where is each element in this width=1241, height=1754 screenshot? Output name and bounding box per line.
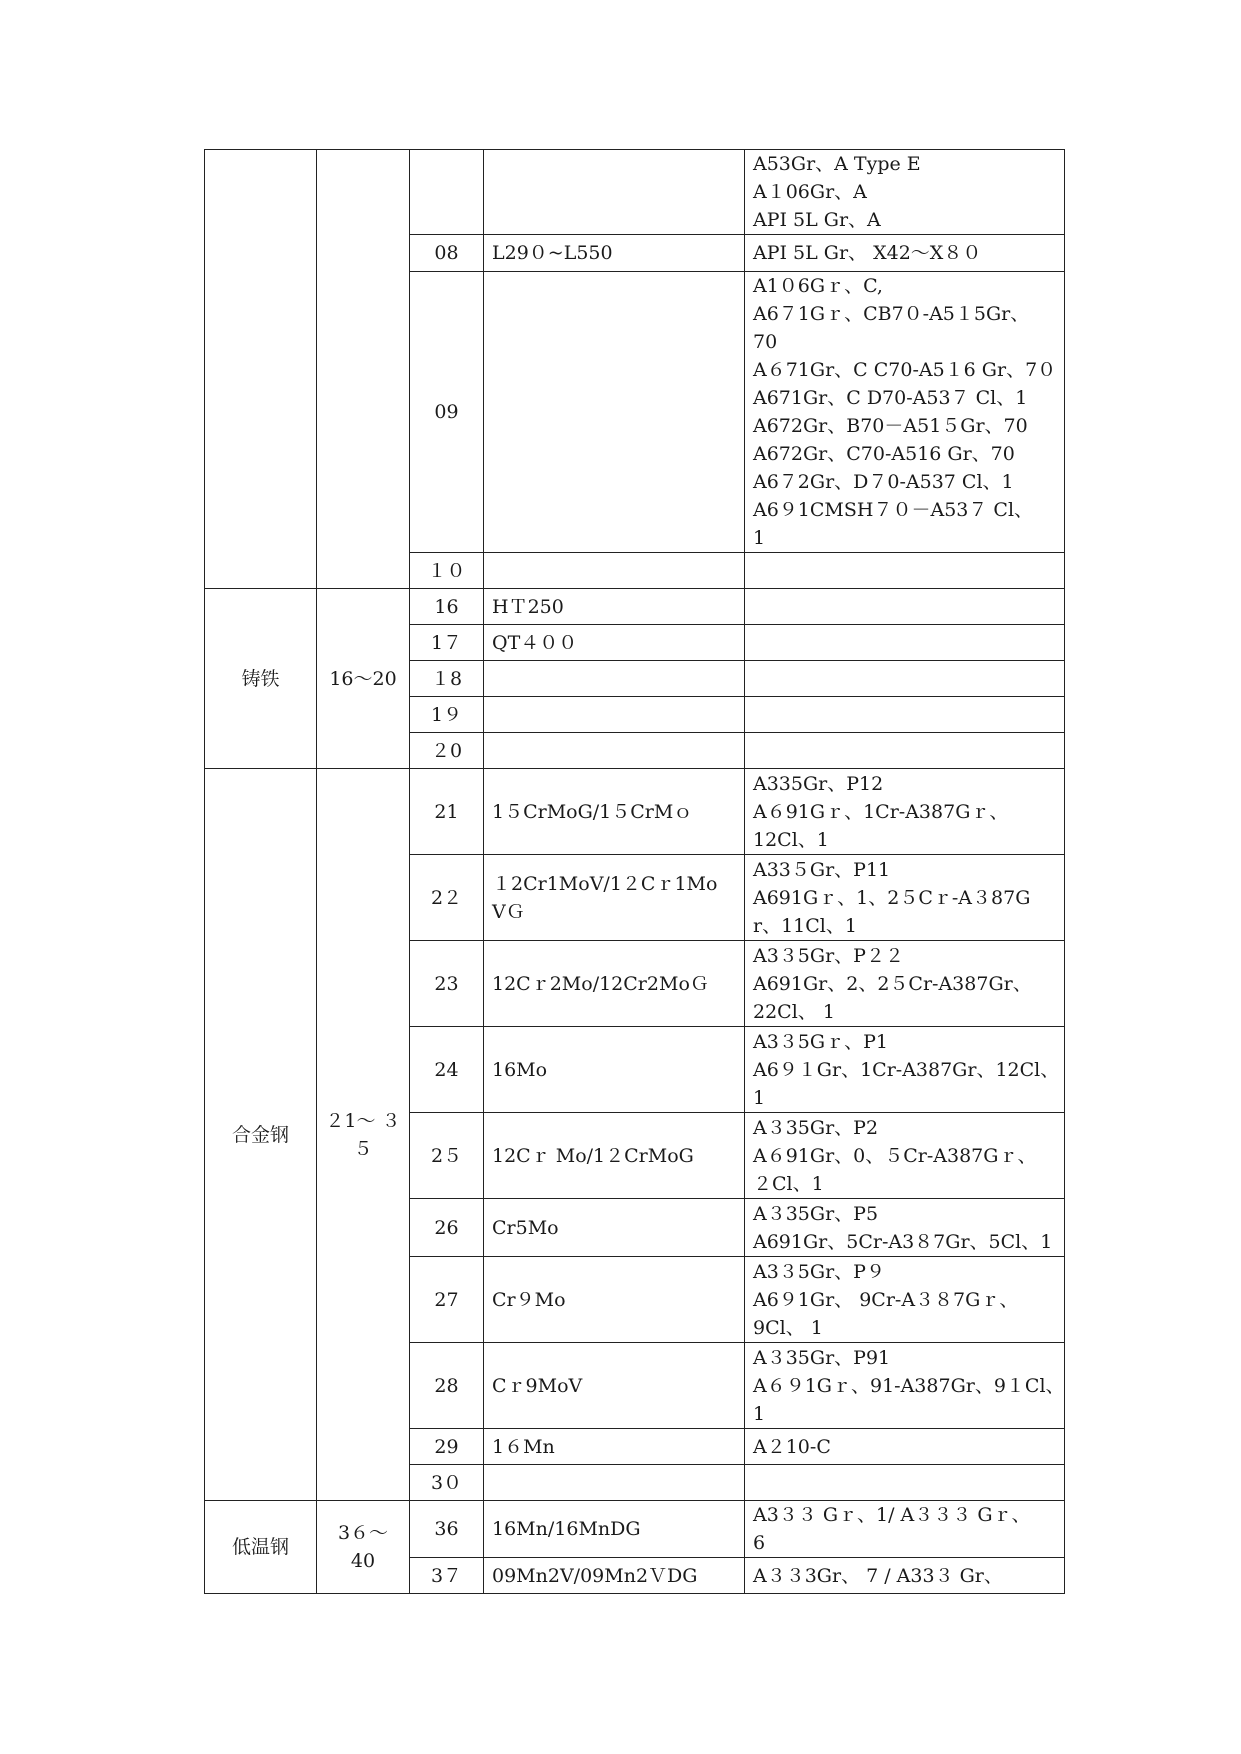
table-row xyxy=(205,150,1065,235)
grade-cell: 09Mn2V/09Mn2ＶDG xyxy=(484,1558,745,1594)
astm-cell xyxy=(745,235,1065,272)
grade-cell: 12Cｒ2Mo/12Cr2MoＧ xyxy=(484,941,745,1027)
grade-cell xyxy=(484,661,745,697)
code-cell: １０ xyxy=(410,553,484,589)
code-cell: 21 xyxy=(410,769,484,855)
grade-cell: 16Mo xyxy=(484,1027,745,1113)
astm-cell xyxy=(745,272,1065,553)
astm-cell xyxy=(745,661,1065,697)
astm-line: A３35Gr、P91 xyxy=(753,1346,891,1369)
material-table xyxy=(204,149,1065,1594)
astm-line: A6７2Gr、D７0-A537 Cl、1 xyxy=(753,471,1014,493)
group-range-cell: 3６～ 40 xyxy=(317,1501,410,1594)
astm-line: API 5L Gr、A xyxy=(753,209,881,231)
grade-cell: １2Cr1MoV/1２Cｒ1Mo VＧ xyxy=(484,855,745,941)
astm-line: A６91Gｒ、1Cr-A387Gｒ、 xyxy=(753,800,1009,823)
astm-line: A335Gr、P12 xyxy=(753,772,884,795)
grade-cell xyxy=(484,272,745,553)
astm-cell xyxy=(745,1558,1065,1594)
astm-cell xyxy=(745,1027,1065,1113)
code-cell: 1９ xyxy=(410,697,484,733)
code-cell: 08 xyxy=(410,235,484,272)
astm-line: A691Gｒ、1、2５Cｒ-A３87G xyxy=(753,886,1031,909)
astm-line: 22Cl、 1 xyxy=(753,1000,835,1023)
grade-cell xyxy=(484,553,745,589)
astm-line: A６71Gr、C C70-A5１6 Gr、7０ xyxy=(753,359,1057,381)
astm-line: A671Gr、C D70-A53７ Cl、1 xyxy=(753,387,1028,409)
astm-line: API 5L Gr、 X42～X８０ xyxy=(753,242,982,264)
code-cell: 23 xyxy=(410,941,484,1027)
astm-line: A6９1Gr、 9Cr-A３８7Gｒ、 xyxy=(753,1288,1019,1311)
astm-line: A6９１Gr、1Cr-A387Gr、12Cl、 xyxy=(753,1058,1060,1081)
astm-line: A3３5Gｒ、P1 xyxy=(753,1030,888,1053)
group-name-cell: 低温钢 xyxy=(205,1501,317,1594)
astm-cell xyxy=(745,1429,1065,1465)
astm-line: 6 xyxy=(753,1532,766,1554)
astm-cell xyxy=(745,589,1065,625)
grade-cell: L29０~L550 xyxy=(484,235,745,272)
group-range-cell: ２1～ ３５ xyxy=(317,769,410,1501)
astm-line: 1 xyxy=(753,527,766,549)
group-range-cell: 16～20 xyxy=(317,589,410,769)
astm-cell xyxy=(745,553,1065,589)
astm-cell xyxy=(745,733,1065,769)
astm-cell xyxy=(745,625,1065,661)
astm-cell xyxy=(745,1257,1065,1343)
astm-cell xyxy=(745,769,1065,855)
astm-cell xyxy=(745,150,1065,235)
grade-cell xyxy=(484,733,745,769)
astm-line: A１06Gr、A xyxy=(753,181,867,203)
code-cell xyxy=(410,150,484,235)
code-cell: 16 xyxy=(410,589,484,625)
astm-line: r、11Cl、1 xyxy=(753,914,857,937)
astm-cell xyxy=(745,941,1065,1027)
grade-cell: Cｒ9MoV xyxy=(484,1343,745,1429)
astm-line: A691Gr、5Cr-A3８7Gr、5Cl、1 xyxy=(753,1230,1053,1253)
code-cell: 27 xyxy=(410,1257,484,1343)
astm-cell xyxy=(745,855,1065,941)
grade-cell: 1６Mn xyxy=(484,1429,745,1465)
code-cell: 28 xyxy=(410,1343,484,1429)
group-name-cell: 铸铁 xyxy=(205,589,317,769)
astm-line: A672Gr、B70－A51５Gr、70 xyxy=(753,415,1028,437)
group-name-cell: 合金钢 xyxy=(205,769,317,1501)
astm-line: A３３3Gr、 7 / A33３ Gr、 xyxy=(753,1564,1003,1587)
group-name-cell xyxy=(205,150,317,589)
code-cell: 3７ xyxy=(410,1558,484,1594)
code-cell: 26 xyxy=(410,1199,484,1257)
table-row xyxy=(205,1501,1065,1558)
astm-line: A6９1CMSH７０－A53７ Cl、 xyxy=(753,499,1034,521)
astm-line: A3３5Gr、P２２ xyxy=(753,944,904,967)
code-cell: 2２ xyxy=(410,855,484,941)
astm-cell xyxy=(745,697,1065,733)
group-range-cell xyxy=(317,150,410,589)
astm-line: 70 xyxy=(753,331,778,353)
astm-line: 1 xyxy=(753,1402,766,1425)
code-cell: 1７ xyxy=(410,625,484,661)
grade-cell xyxy=(484,150,745,235)
grade-cell: 12Cｒ Mo/1２CrMoG xyxy=(484,1113,745,1199)
astm-line: A３35Gr、P5 xyxy=(753,1202,879,1225)
astm-line: A3３３ Gｒ、1/ A３３３ Gｒ、 xyxy=(753,1504,1031,1526)
grade-cell: 16Mn/16MnDG xyxy=(484,1501,745,1558)
table-row xyxy=(205,589,1065,625)
astm-line: A６９1Gｒ、91-A387Gr、9１Cl、 xyxy=(753,1374,1065,1397)
code-cell: 29 xyxy=(410,1429,484,1465)
astm-line: A２10-C xyxy=(753,1435,831,1458)
astm-line: 9Cl、 1 xyxy=(753,1316,823,1339)
astm-cell xyxy=(745,1343,1065,1429)
code-cell: 09 xyxy=(410,272,484,553)
astm-cell xyxy=(745,1501,1065,1558)
code-cell: 36 xyxy=(410,1501,484,1558)
code-cell: ２0 xyxy=(410,733,484,769)
astm-line: 12Cl、1 xyxy=(753,828,829,851)
grade-cell xyxy=(484,1465,745,1501)
astm-line: A53Gr、A Type E xyxy=(753,153,921,175)
grade-cell: QT４００ xyxy=(484,625,745,661)
astm-line: A６91Gr、0、５Cr-A387Gｒ、 xyxy=(753,1144,1037,1167)
astm-line: A３35Gr、P2 xyxy=(753,1116,879,1139)
astm-line: A3３5Gr、P９ xyxy=(753,1260,885,1283)
grade-cell: Cr９Mo xyxy=(484,1257,745,1343)
code-cell: 2５ xyxy=(410,1113,484,1199)
code-cell: 24 xyxy=(410,1027,484,1113)
grade-cell xyxy=(484,697,745,733)
code-cell: 3０ xyxy=(410,1465,484,1501)
astm-line: A1０6Gｒ、C, xyxy=(753,275,883,297)
astm-line: A6７1Gｒ、CB7０-A5１5Gr、 xyxy=(753,303,1030,325)
grade-cell: Cr5Mo xyxy=(484,1199,745,1257)
astm-line: 1 xyxy=(753,1086,766,1109)
code-cell: １8 xyxy=(410,661,484,697)
astm-line: A672Gr、C70-A516 Gr、70 xyxy=(753,443,1015,465)
astm-line: A33５Gr、P11 xyxy=(753,858,891,881)
astm-cell xyxy=(745,1113,1065,1199)
grade-cell: 1５CrMoG/1５CrMｏ xyxy=(484,769,745,855)
grade-cell: HＴ250 xyxy=(484,589,745,625)
astm-line: ２Cl、1 xyxy=(753,1172,824,1195)
table-row xyxy=(205,769,1065,855)
astm-line: A691Gr、2、2５Cr-A387Gr、 xyxy=(753,972,1032,995)
astm-cell xyxy=(745,1465,1065,1501)
astm-cell xyxy=(745,1199,1065,1257)
